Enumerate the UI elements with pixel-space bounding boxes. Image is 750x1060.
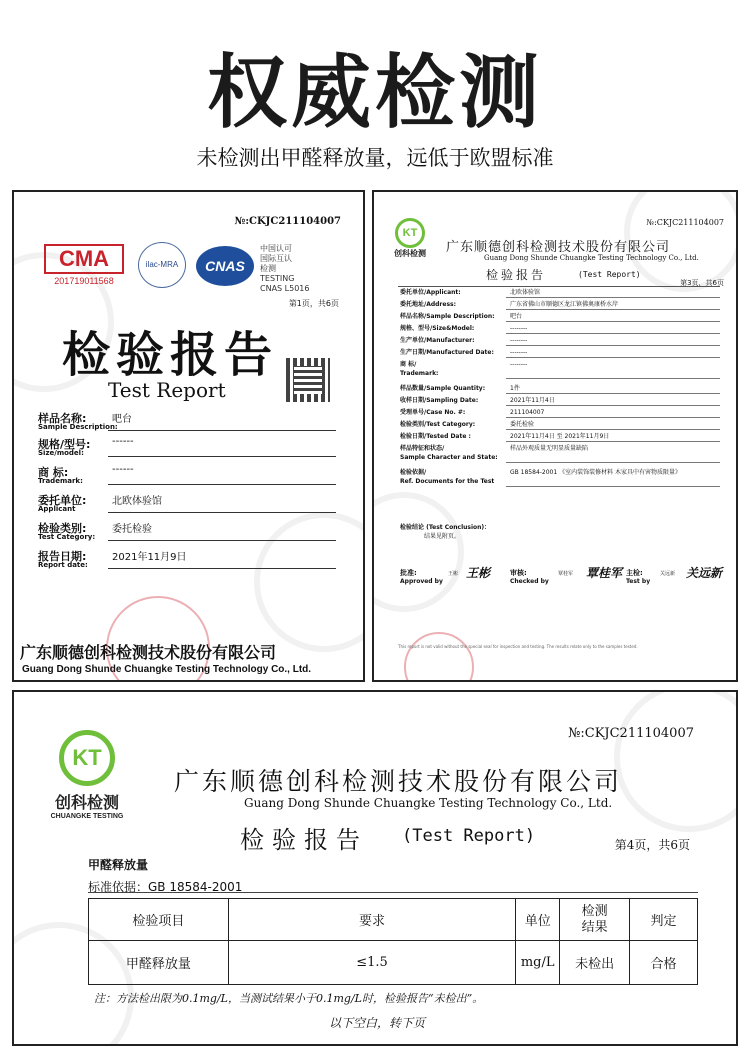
page-title: 权威检测 xyxy=(207,46,543,139)
conclusion-label: 检验结论 (Test Conclusion)： xyxy=(400,524,491,531)
method-note: 注：方法检出限为0.1mg/L，当测试结果小于0.1mg/L时，检验报告“未检出”。 xyxy=(94,992,484,1005)
table-cell: 甲醛释放量 xyxy=(89,941,229,985)
signature-block: 批准: Approved by 王彬 王彬 审核: Checked by 覃桂军 覃桂军 主检: Test by 关远新 关远新 xyxy=(400,566,723,585)
ilac-mra-logo: ilac-MRA xyxy=(138,242,186,288)
table-header-row xyxy=(89,899,698,941)
report-number: №:CKJC211104007 xyxy=(234,216,341,227)
table-header-cell: 要求 xyxy=(228,899,515,941)
blank-notice: 以下空白，转下页 xyxy=(328,1016,425,1030)
cma-mark xyxy=(44,244,124,288)
cma-number: 201719011568 xyxy=(54,276,114,286)
cnas-info: 中国认可 国际互认 检测 TESTING CNAS L5016 xyxy=(260,244,310,293)
checker-signature: 覃桂军 xyxy=(586,566,623,580)
table-cell: ≤1.5 xyxy=(228,941,515,985)
kt-logo-icon: KT xyxy=(395,218,425,248)
report-title: 检验报告 xyxy=(486,268,547,282)
company-name-en: Guang Dong Shunde Chuangke Testing Technology Co., Ltd. xyxy=(22,664,312,675)
report-title: 检验报告 xyxy=(62,327,279,383)
report-cover-page: №:CKJC211104007 CMA 201719011568 ilac-MRA CNAS 中国认可 国际互认 检测 TESTING CNAS L5016 第1页，共6页 检验报告 Test Report 样品名称: Sample Description: 吧台 规格/型号: Size/model: ------ 商 标: Trademark: ------ 委托单位: Applicant 北欧体验馆 检验类别: Test Category: 委托检验 报告日期: Report date: 2021年11月9日 广东顺德创科检测技术股份有限公司 Guang Dong Shunde Chuangke Testing Technology Co., Ltd. xyxy=(12,190,365,682)
section-title: 甲醛释放量 xyxy=(88,858,149,872)
watermark-logo xyxy=(614,690,738,832)
conclusion-value: 结果见附页。 xyxy=(424,533,461,540)
table-header-cell: 检验项目 xyxy=(89,899,229,941)
company-logo: KT 创科检测 CHUANGKE TESTING xyxy=(44,730,130,820)
company-name-en: Guang Dong Shunde Chuangke Testing Technology Co., Ltd. xyxy=(244,796,613,810)
kt-logo-icon: KT xyxy=(59,730,115,786)
report-result-page xyxy=(12,690,738,1046)
company-logo: KT 创科检测 xyxy=(390,218,430,259)
report-title-en: Test Report xyxy=(108,378,226,402)
company-name: 广东顺德创科检测技术股份有限公司 xyxy=(446,240,671,255)
table-header-cell: 判定 xyxy=(630,899,698,941)
report-title: 检验报告 xyxy=(240,826,368,854)
company-name-en: Guang Dong Shunde Chuangke Testing Technology Co., Ltd. xyxy=(484,254,699,262)
result-table xyxy=(88,898,698,985)
approver-signature: 王彬 xyxy=(466,566,491,580)
report-detail-page: №:CKJC211104007 KT 创科检测 广东顺德创科检测技术股份有限公司 Guang Dong Shunde Chuangke Testing Technology Co., Ltd. 检验报告 (Test Report) 第3页，共6页 委托单位/Applicant: 北欧体验馆 委托地址/Address: 广东省佛山市顺德区龙江镇佛奥康桥水岸 样品名称/Sample Description: 吧台 规格、型号/Size&Model: -------- 生产单位/Manufacturer: -------- 生产日期/Manufactured Date: -------- 商 标/ -------- Trademark: 样品数量/Sample Quantity: 1件 收样日期/Sampling Date: 2021年11月4日 受理单号/Case No. #: 211104007 检验类别/Test Category: 委托检验 检验日期/Tested Date : 2021年11月4日 至 2021年11月9日 样品特征和状态/ 样品外观质量无明显质量缺陷 Sample Character and State: 检验依据/ GB 18584-2001 《室内装饰装修材料 木家具中有害物质限量》 Ref. Documents for the Test 检验结论 (Test Conclusion)： 结果见附页。 批准: Approved by 王彬 王彬 审核: Checked by 覃桂军 覃桂军 主检: Test by 关远新 关远新 This report is not valid without the special seal for inspection and testing. The results relate only to the samples tested. xyxy=(372,190,738,682)
watermark-logo xyxy=(372,492,464,612)
table-cell: mg/L xyxy=(516,941,560,985)
page-indicator: 第4页，共6页 xyxy=(614,838,690,852)
company-name: 广东顺德创科检测技术股份有限公司 xyxy=(20,643,277,662)
red-seal-stamp xyxy=(404,632,474,682)
standard-basis: 标准依据：GB 18584-2001 xyxy=(88,880,243,894)
table-header-cell: 检测 结果 xyxy=(560,899,630,941)
report-number: №:CKJC211104007 xyxy=(568,726,694,741)
table-cell: 未检出 xyxy=(560,941,630,985)
page-indicator: 第3页，共6页 xyxy=(680,279,724,287)
report-number: №:CKJC211104007 xyxy=(646,218,724,227)
table-row xyxy=(89,941,698,985)
report-title-en: (Test Report) xyxy=(402,826,536,846)
table-header-cell: 单位 xyxy=(516,899,560,941)
page-subtitle: 未检测出甲醛释放量，远低于欧盟标准 xyxy=(196,146,554,170)
page-indicator: 第1页，共6页 xyxy=(288,299,339,308)
company-name: 广东顺德创科检测技术股份有限公司 xyxy=(174,767,623,796)
watermark-logo xyxy=(254,512,365,652)
cma-logo-text: CMA xyxy=(44,244,124,274)
tester-signature: 关远新 xyxy=(686,566,723,580)
table-cell: 合格 xyxy=(630,941,698,985)
cnas-logo: CNAS xyxy=(196,246,254,286)
footnote: This report is not valid without the special seal for inspection and testing. The results relate only to the samples tested. xyxy=(398,644,638,649)
qr-code-icon xyxy=(286,358,330,402)
report-title-en: (Test Report) xyxy=(578,270,641,279)
